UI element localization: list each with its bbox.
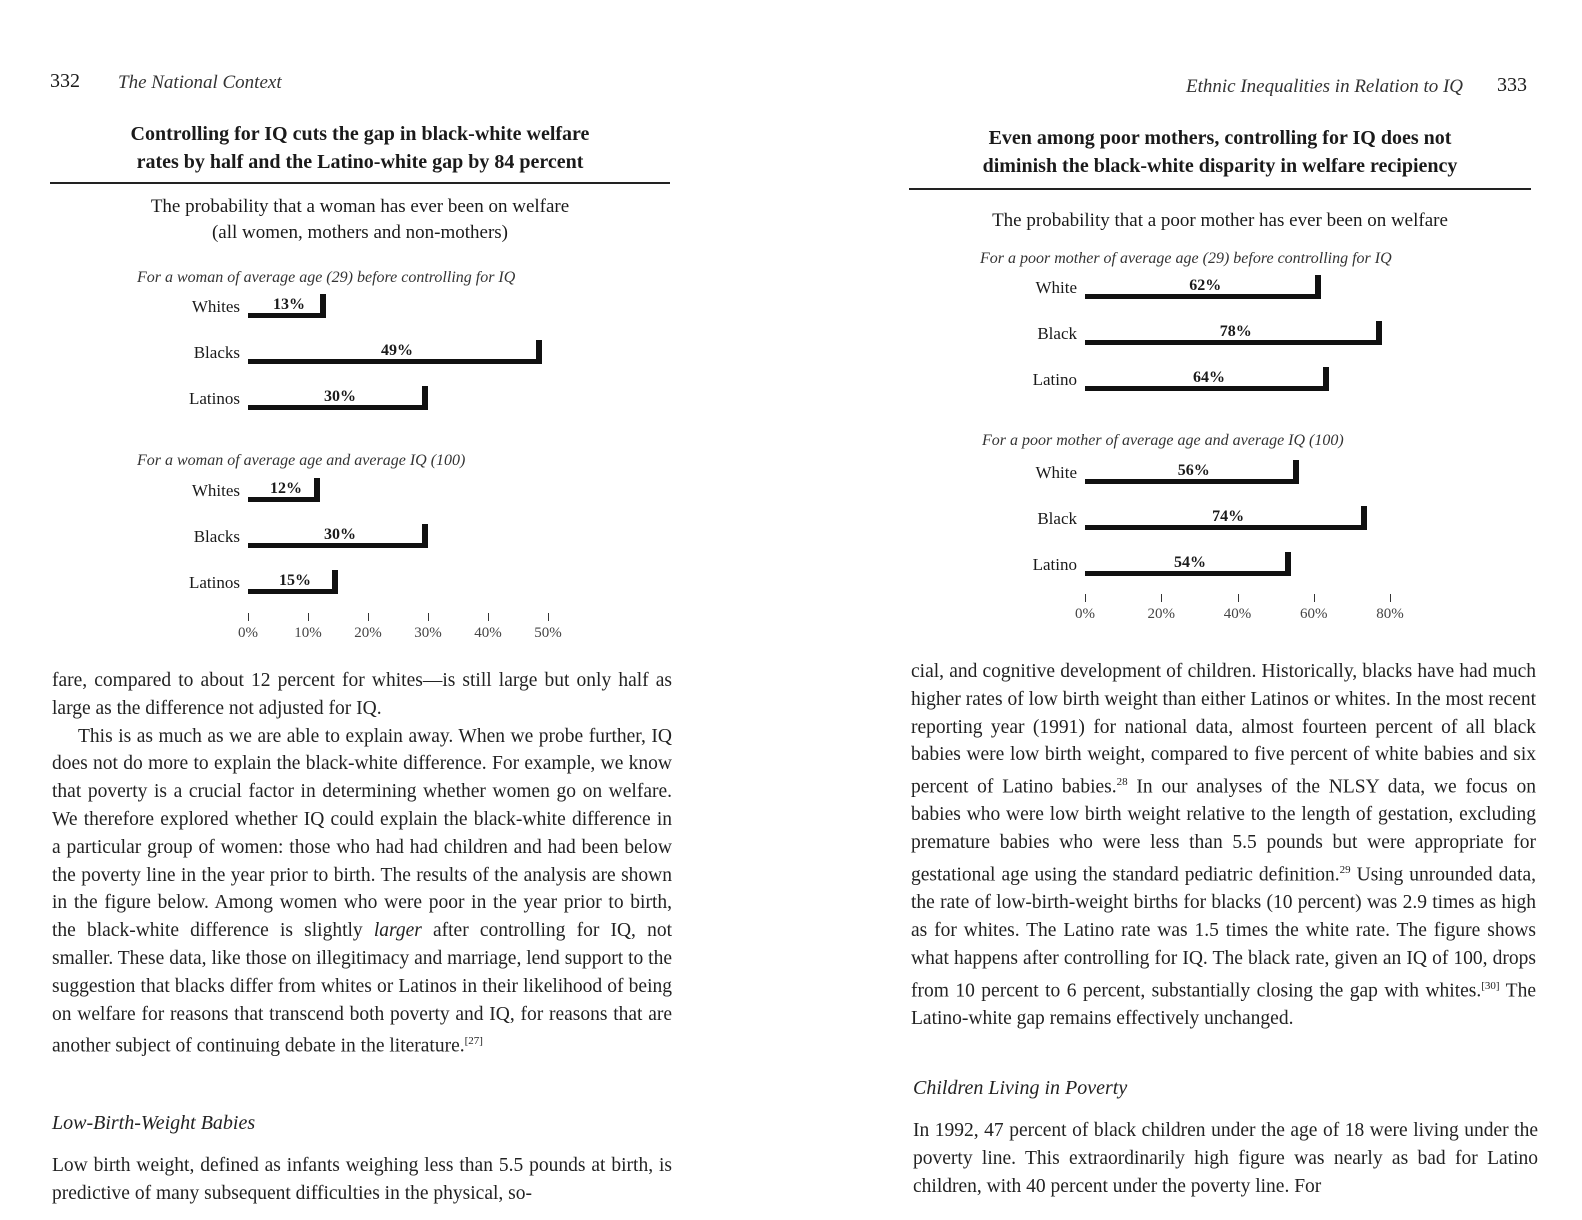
axis-tick-label: 20% (1147, 606, 1175, 622)
axis-tick-label: 40% (1223, 606, 1252, 622)
panel-label-2: For a poor mother of average age and average IQ (100) (982, 432, 1344, 449)
axis-tick (368, 613, 369, 621)
axis-tick-label: 30% (414, 625, 442, 641)
text-run: cial, and cognitive development of children. Historically, blacks have had much higher rates of low birth weight than either Latinos or whites. In the most recent reporting year (1991) for national data, almost fourteen percent of all black babies were low birth weight, compared to five percent of white babies and six percent of Latino babies. (911, 661, 1536, 798)
footnote-marker: 28 (1116, 776, 1128, 789)
bar-value-label: 64% (1193, 369, 1225, 386)
bar-value-label: 78% (1219, 323, 1252, 340)
chart-subtitle-line-1: The probability that a woman has ever been on welfare (150, 196, 570, 217)
axis-tick-label: 60% (1300, 606, 1328, 622)
footnote-marker: [30] (1481, 979, 1500, 992)
right-bar-area (791, 0, 1582, 660)
bar-category-label: Latino (1032, 370, 1077, 389)
bar-value-label: 62% (1189, 277, 1222, 294)
axis-tick (1161, 594, 1162, 602)
footnote-marker: 29 (1339, 864, 1351, 877)
axis-tick (308, 613, 309, 621)
axis-tick (1390, 594, 1391, 602)
left-bar-area (0, 0, 791, 660)
bar-category-label: White (1035, 463, 1077, 482)
axis-tick-label: 0% (238, 625, 258, 641)
axis-tick-label: 80% (1376, 606, 1404, 622)
axis-tick-label: 40% (474, 625, 502, 641)
chart-title-line-2: rates by half and the Latino-white gap by 84 percent (136, 151, 584, 173)
right-body-2 (913, 1117, 1538, 1200)
text-run: This is as much as we are able to explain away. When we probe further, IQ does not do more to explain the black-white difference. For example, we know that poverty is a crucial factor in determining whether women go on welfare. We therefore explored whether IQ could explain the black-white difference in a particular group of women: those who had had children and had been below the poverty line in the year prior to birth. The results of the analysis are shown in the figure below. Among women who were poor in the year prior to birth, the black-white difference is slightly (52, 725, 672, 942)
page-number: 333 (1497, 74, 1527, 96)
bar-category-label: White (1035, 278, 1077, 297)
bar-category-label: Black (1037, 509, 1077, 528)
left-body-2 (52, 1152, 672, 1208)
panel-label-1: For a woman of average age (29) before controlling for IQ (137, 269, 516, 286)
bar-category-label: Latinos (189, 573, 240, 592)
axis-tick (248, 613, 249, 621)
axis-tick-label: 50% (534, 625, 562, 641)
axis-tick (1238, 594, 1239, 602)
text-run: Using unrounded data, the rate of low-birth-weight births for blacks (10 percent) was 2.9 times as high as for whites. The Latino rate was 1.5 times the white rate. The figure shows what happens after controlling for IQ. The black rate, given an IQ of 100, drops from 10 percent to 6 percent, substantially closing the gap with whites. (911, 864, 1536, 1002)
bar-value-label: 74% (1212, 508, 1245, 525)
paragraph (911, 658, 1536, 1033)
left-body (52, 667, 672, 1061)
section-heading: Children Living in Poverty (913, 1077, 1128, 1099)
right-page (791, 0, 1582, 1220)
chart-title-line-1: Even among poor mothers, controlling for IQ does not (988, 127, 1452, 149)
chart-subtitle-line-2: (all women, mothers and non-mothers) (211, 222, 508, 243)
chart-subtitle: The probability that a poor mother has ever been on welfare (992, 210, 1448, 231)
bar-category-label: Blacks (193, 343, 240, 362)
bar-category-label: Latino (1032, 555, 1077, 574)
bar-value-label: 30% (324, 388, 356, 405)
axis-tick (428, 613, 429, 621)
text-run: In our analyses of the NLSY data, we focus on babies who were low birth weight relative to the length of gestation, excluding premature babies who were less than 5.5 pounds but were appropriate for gestational age using the standard pediatric definition. (911, 776, 1537, 886)
axis-tick (548, 613, 549, 621)
footnote-marker: [27] (464, 1035, 483, 1048)
panel-label-2: For a woman of average age and average IQ (100) (137, 452, 466, 469)
bar-category-label: Black (1037, 324, 1077, 343)
bar-value-label: 49% (381, 342, 413, 359)
axis-tick-label: 0% (1075, 606, 1095, 622)
text-run: after controlling for IQ, not smaller. These data, like those on illegitimacy and marriage, lend support to the suggestion that blacks differ from whites or Latinos in their likelihood of being on welfare for reasons that transcend both poverty and IQ, for reasons that are another subject of continuing debate in the literature. (52, 920, 672, 1057)
running-head: Ethnic Inequalities in Relation to IQ (1186, 76, 1464, 97)
bar-category-label: Latinos (189, 389, 240, 408)
panel-label-1: For a poor mother of average age (29) before controlling for IQ (980, 250, 1392, 267)
bar-value-label: 30% (324, 526, 356, 543)
bar-value-label: 13% (273, 296, 305, 313)
page-number: 332 (50, 70, 80, 92)
right-body (911, 658, 1536, 1033)
bar-category-label: Blacks (193, 527, 240, 546)
chart-title-line-1: Controlling for IQ cuts the gap in black-white welfare (130, 123, 590, 145)
bar-value-label: 54% (1173, 554, 1206, 571)
bar-category-label: Whites (191, 297, 240, 316)
emphasis: larger (373, 920, 422, 942)
axis-tick (1314, 594, 1315, 602)
axis-tick-label: 20% (354, 625, 382, 641)
bar-category-label: Whites (191, 481, 240, 500)
text-run: The Latino-white gap remains effectively unchanged. (911, 980, 1536, 1030)
bar-value-label: 12% (270, 480, 302, 497)
paragraph (52, 723, 672, 1061)
axis-tick (488, 613, 489, 621)
bar-value-label: 15% (279, 572, 311, 589)
paragraph: fare, compared to about 12 percent for whites—is still large but only half as large as the difference not adjusted for IQ. (52, 670, 672, 719)
bar-value-label: 56% (1177, 462, 1210, 479)
axis-tick-label: 10% (294, 625, 322, 641)
section-heading: Low-Birth-Weight Babies (52, 1112, 256, 1134)
chart-title-line-2: diminish the black-white disparity in welfare recipiency (982, 155, 1458, 177)
running-head: The National Context (118, 72, 282, 93)
paragraph: In 1992, 47 percent of black children under the age of 18 were living under the poverty line. This extraordinarily high figure was nearly as bad for Latino children, with 40 percent under the poverty line. For (913, 1120, 1538, 1197)
paragraph: Low birth weight, defined as infants weighing less than 5.5 pounds at birth, is predictive of many subsequent difficulties in the physical, so- (52, 1155, 672, 1204)
axis-tick (1085, 594, 1086, 602)
